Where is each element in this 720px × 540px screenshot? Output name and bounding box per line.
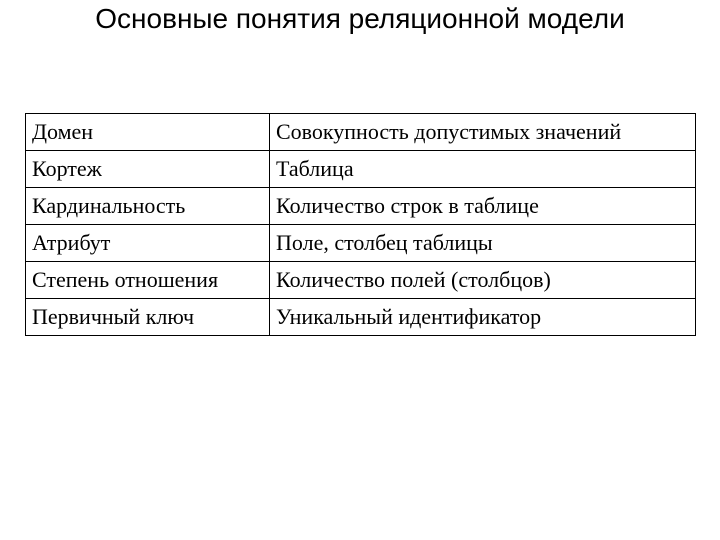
term-cell: Кортеж [26,151,270,188]
table-row [26,151,696,188]
slide-title: Основные понятия реляционной модели [95,3,625,34]
term-cell: Степень отношения [26,262,270,299]
table-row [26,299,696,336]
terms-table [25,113,696,336]
table-row [26,225,696,262]
term-cell: Домен [26,114,270,151]
term-cell: Кардинальность [26,188,270,225]
table-row [26,188,696,225]
definition-cell: Поле, столбец таблицы [270,225,696,262]
definition-cell: Уникальный идентификатор [270,299,696,336]
term-cell: Первичный ключ [26,299,270,336]
table-row [26,262,696,299]
term-cell: Атрибут [26,225,270,262]
definition-cell: Количество полей (столбцов) [270,262,696,299]
table-row [26,114,696,151]
definition-cell: Совокупность допустимых значений [270,114,696,151]
definition-cell: Таблица [270,151,696,188]
definition-cell: Количество строк в таблице [270,188,696,225]
